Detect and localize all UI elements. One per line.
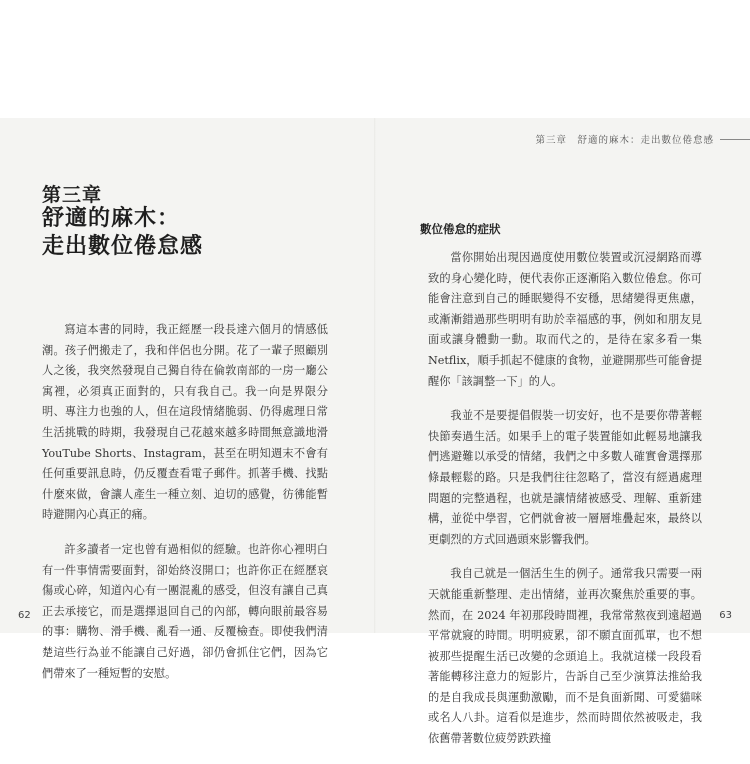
running-head-text: 第三章 舒適的麻木：走出數位倦怠感 xyxy=(535,135,714,146)
page-number-right: 63 xyxy=(719,610,732,621)
chapter-title-line-1: 舒適的麻木： xyxy=(42,205,181,231)
paragraph: 當你開始出現因過度使用數位裝置或沉浸網路而導致的身心變化時，便代表你正逐漸陷入數位倦怠。你可能會注意到自己的睡眠變得不安穩，思緒變得更焦慮，或漸漸錯過那些明明有助於幸福感的事，例如和朋友見面或讓身體動一動。取而代之的，是待在家多看一集 Netflix，順手抓起不健康的食物，並避開那些可能會提醒你「該調整一下」的人。 xyxy=(428,251,702,388)
page-number-left: 62 xyxy=(18,610,31,621)
paragraph: 寫這本書的同時，我正經歷一段長達六個月的情感低潮。孩子們搬走了，我和伴侶也分開。花了一輩子照顧別人之後，我突然發現自己獨自待在倫敦南部的一房一廳公寓裡，必須真正面對的，只有我自己。我一向是界限分明、專注力也強的人，但在這段情緒脆弱、仍得處理日常生活挑戰的時期，我發現自己花越來越多時間無意識地滑 YouTube Shorts、Instagram，甚至在明知週末不會有任何重要訊息時，仍反覆查看電子郵件。抓著手機、找點什麼來做，會讓人產生一種立刻、迫切的感覺，彷彿能暫時避開內心真正的痛。 xyxy=(42,323,328,522)
running-head-rule xyxy=(720,139,750,140)
chapter-number: 第三章 xyxy=(42,184,103,206)
left-body-text xyxy=(42,320,328,698)
chapter-title-line-2: 走出數位倦怠感 xyxy=(42,233,204,259)
paragraph: 我自己就是一個活生生的例子。通常我只需要一兩天就能重新整理、走出情緒，並再次聚焦於重要的事。然而，在 2024 年初那段時間裡，我常常熬夜到遠超過平常就寢的時間。明明疲累，卻不願直面孤單，也不想被那些提醒生活已改變的念頭追上。我就這樣一段段看著能轉移注意力的短影片，告訴自己至少演算法推給我的是自我成長與運動激勵，而不是負面新聞、可愛貓咪或名人八卦。這看似是進步，然而時間依然被吸走，我依舊帶著數位疲勞跌跌撞 xyxy=(428,567,702,746)
left-page xyxy=(0,118,374,680)
paragraph: 許多讀者一定也曾有過相似的經驗。也許你心裡明白有一件事情需要面對，卻始終沒開口；也許你正在經歷哀傷或心碎，知道內心有一團混亂的感受，但沒有讓自己真正去承接它，而是選擇退回自己的內部，轉向眼前最容易的事：購物、滑手機、亂看一通、反覆檢查。即使我們清楚這些行為並不能讓自己好過，卻仍會抓住它們，因為它們帶來了一種短暫的安慰。 xyxy=(42,542,328,680)
running-head xyxy=(535,132,750,146)
book-spread xyxy=(0,118,750,746)
paragraph: 我並不是要提倡假裝一切安好，也不是要你帶著輕快節奏過生活。如果手上的電子裝置能如此輕易地讓我們逃避難以承受的情緒，我們之中多數人確實會選擇那條最輕鬆的路。只是我們往往忽略了，當沒有經過處理問題的完整過程，也就是讓情緒被感受、理解、重新建構，並從中學習，它們就會被一層層堆疊起來，最終以更劇烈的方式回過頭來影響我們。 xyxy=(428,409,702,546)
right-body-text xyxy=(428,248,702,764)
chapter-title xyxy=(42,204,203,260)
section-heading: 數位倦怠的症狀 xyxy=(420,222,501,236)
right-page xyxy=(376,118,750,746)
